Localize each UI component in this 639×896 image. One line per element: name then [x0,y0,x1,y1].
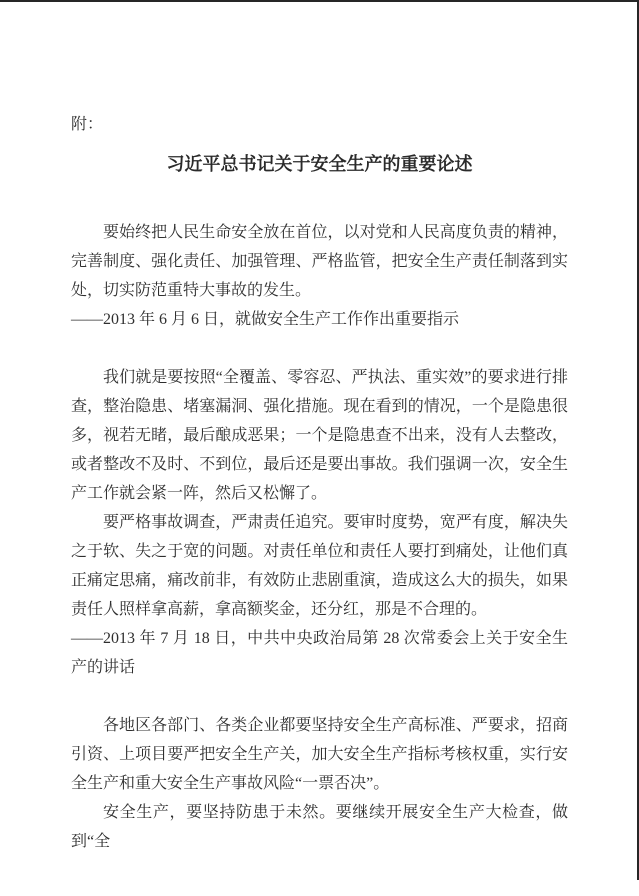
paragraph: 要始终把人民生命安全放在首位，以对党和人民高度负责的精神，完善制度、强化责任、加强管理、严格监管，把安全生产责任制落到实处，切实防范重特大事故的发生。 [71,224,568,299]
quote-source: ——2013 年 7 月 18 日，中共中央政治局第 28 次常委会上关于安全生产的讲话 [71,630,568,676]
paragraph: 各地区各部门、各类企业都要坚持安全生产高标准、严要求，招商引资、上项目要严把安全生产关，加大安全生产指标考核权重，实行安全生产和重大安全生产事故风险“一票否决”。 [71,717,568,792]
paragraph-spacer [71,334,568,363]
quote-source: ——2013 年 6 月 6 日，就做安全生产工作作出重要指示 [71,311,460,328]
document-title: 习近平总书记关于安全生产的重要论述 [166,154,473,174]
paragraph-spacer [71,682,568,711]
paragraph: 安全生产，要坚持防患于未然。要继续开展安全生产大检查，做到“全 [71,804,568,850]
document-body [71,0,568,856]
paragraph: 我们就是要按照“全覆盖、零容忍、严执法、重实效”的要求进行排查，整治隐患、堵塞漏洞、强化措施。现在看到的情况，一个是隐患很多，视若无睹，最后酿成恶果；一个是隐患查不出来，没有人去整改，或者整改不及时、不到位，最后还是要出事故。我们强调一次，安全生产工作就会紧一阵，然后又松懈了。 [71,369,568,502]
paragraph: 要严格事故调查，严肃责任追究。要审时度势，宽严有度，解决失之于软、失之于宽的问题。对责任单位和责任人要打到痛处，让他们真正痛定思痛，痛改前非，有效防止悲剧重演，造成这么大的损失，如果责任人照样拿高薪，拿高额奖金，还分红，那是不合理的。 [71,514,568,618]
attachment-label: 附： [71,116,104,133]
